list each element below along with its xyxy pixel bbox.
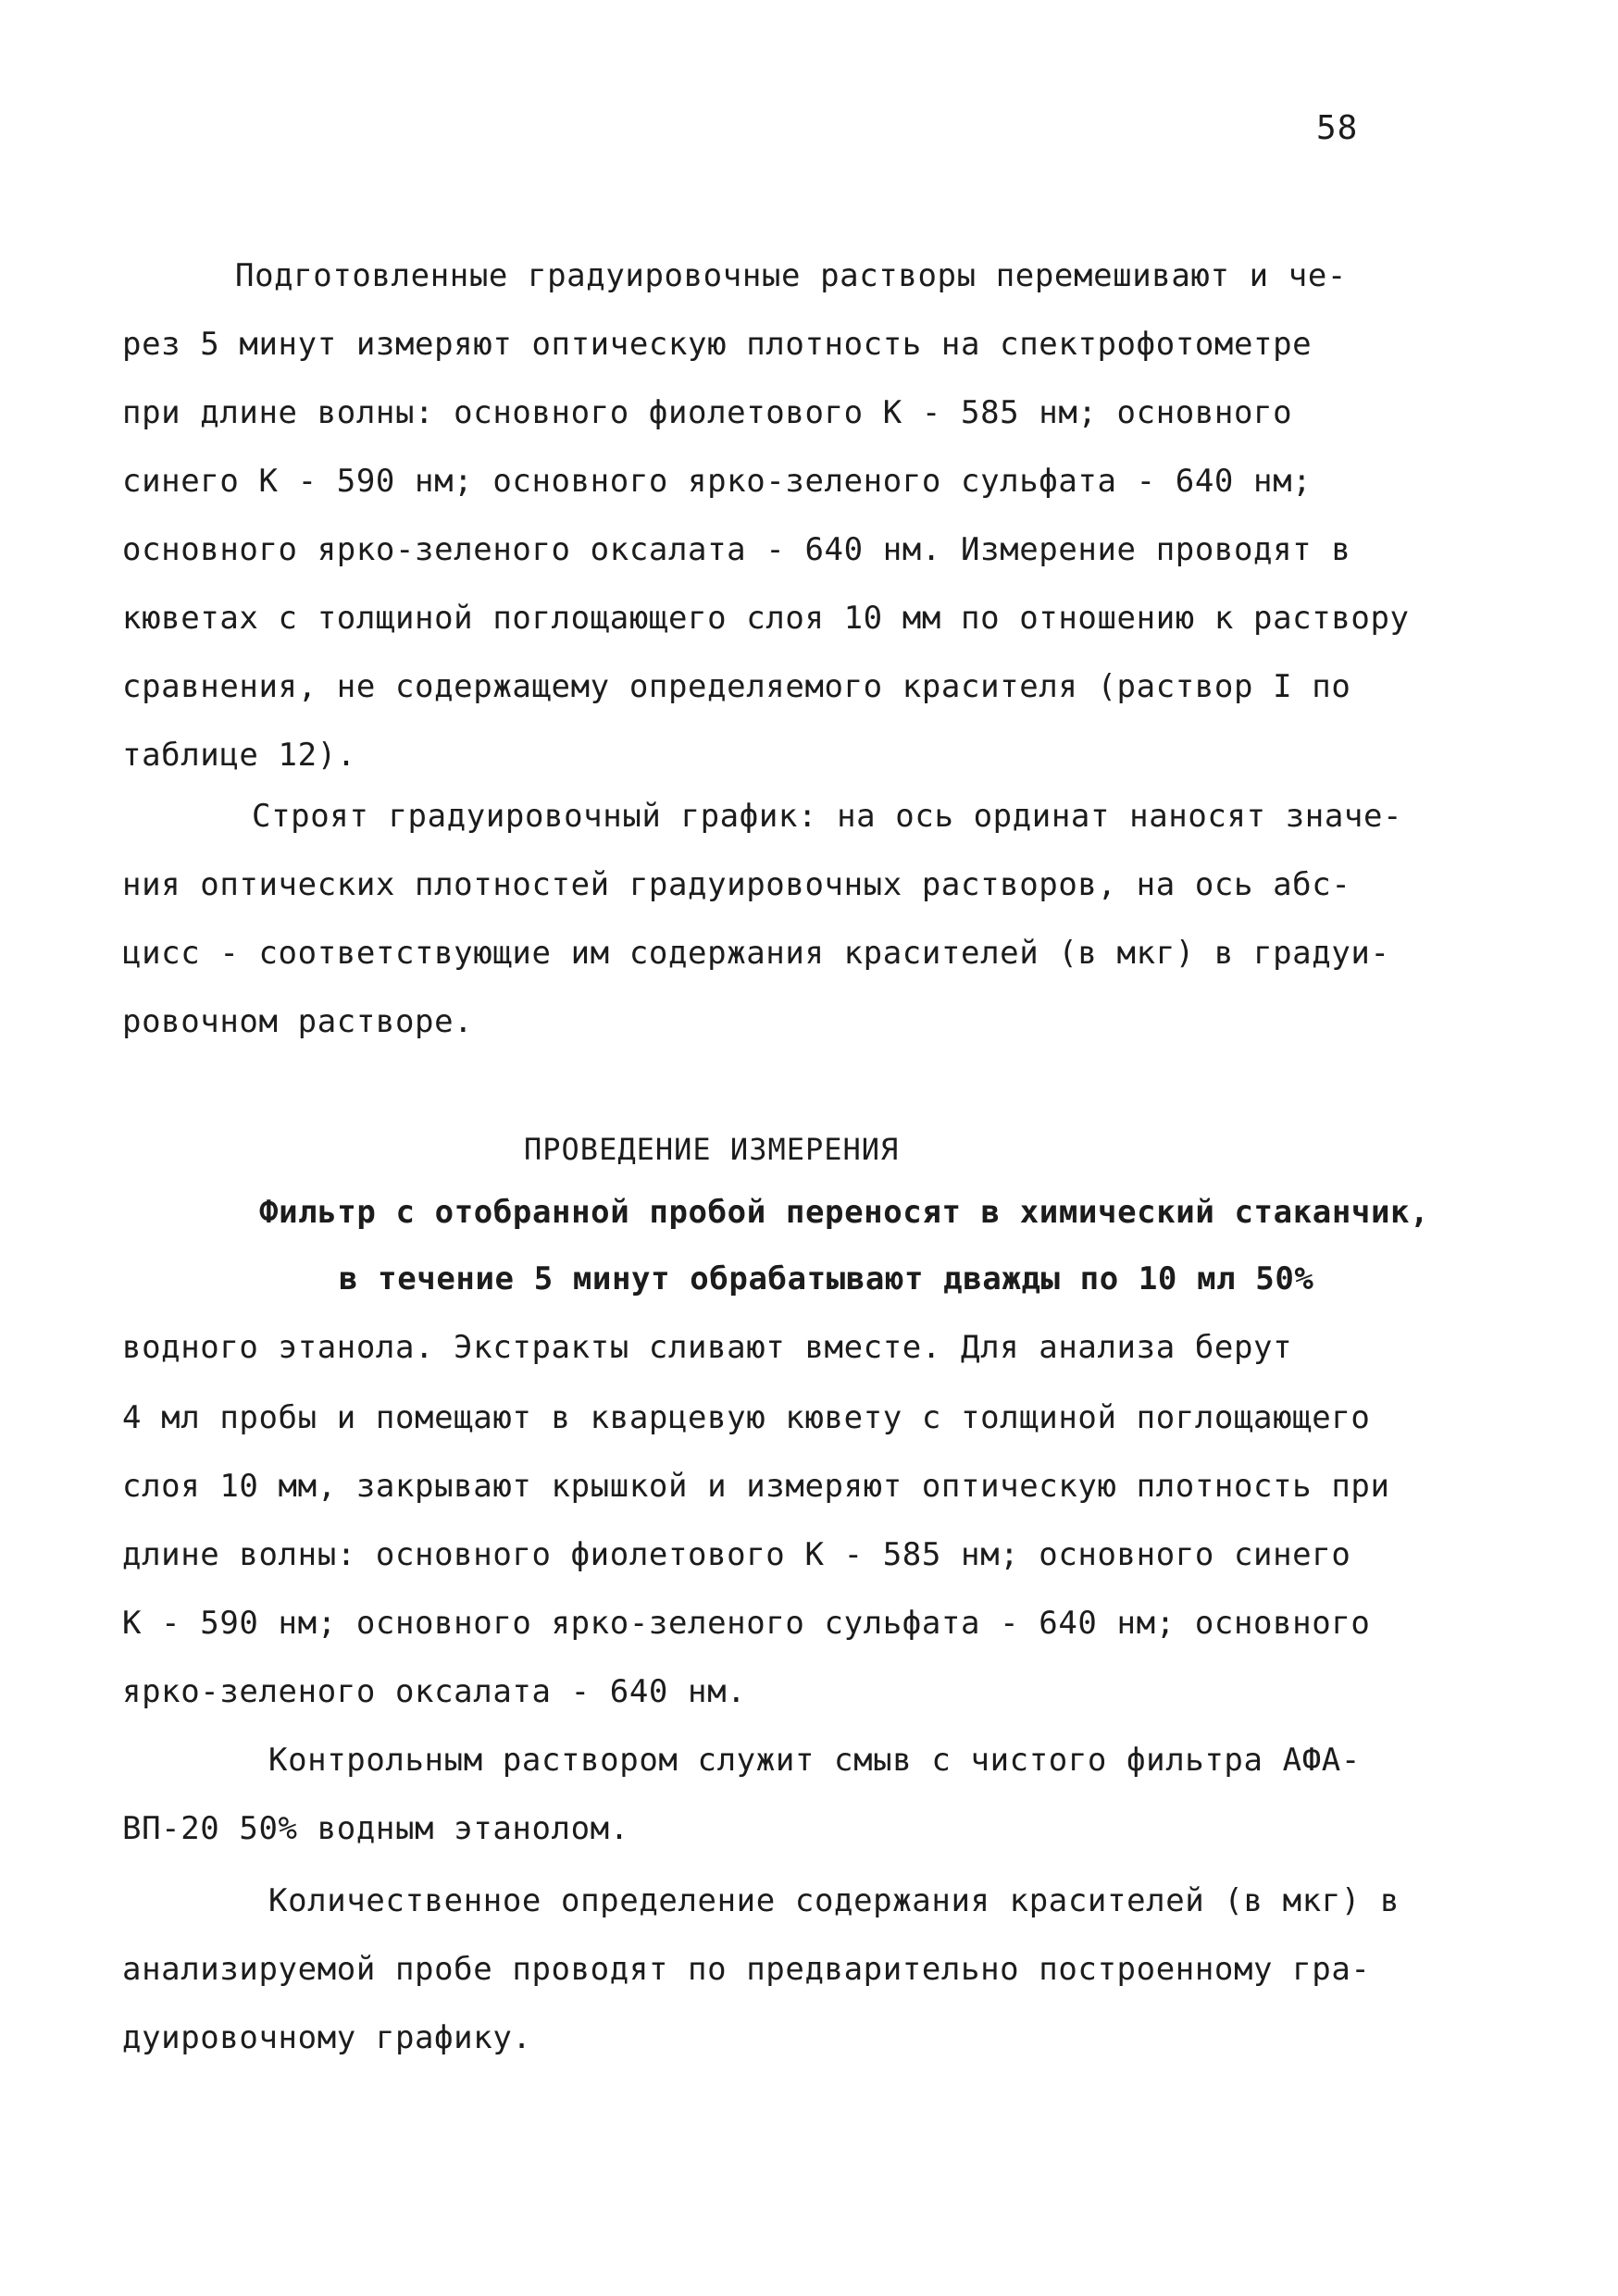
text-line: 4 мл пробы и помещают в кварцевую кювету с толщиной поглощающего	[122, 1399, 1371, 1436]
text-line: основного ярко-зеленого оксалата - 640 нм. Измерение проводят в	[122, 531, 1351, 568]
text-line: Количественное определение содержания красителей (в мкг) в	[268, 1882, 1400, 1919]
text-line: дуировочному графику.	[122, 2019, 532, 2056]
text-line: Контрольным раствором служит смыв с чистого фильтра АФА-	[268, 1742, 1361, 1779]
text-line: при длине волны: основного фиолетового К - 585 нм; основного	[122, 394, 1293, 431]
text-line: слоя 10 мм, закрывают крышкой и измеряют оптическую плотность при	[122, 1468, 1390, 1505]
text-line: ярко-зеленого оксалата - 640 нм.	[122, 1673, 747, 1710]
text-line: цисс - соответствующие им содержания красителей (в мкг) в градуи-	[122, 935, 1390, 972]
text-line: таблице 12).	[122, 737, 356, 774]
text-line: Строят градуировочный график: на ось ординат наносят значе-	[252, 798, 1403, 835]
text-line: анализируемой пробе проводят по предварительно построенному гра-	[122, 1951, 1371, 1988]
text-line: сравнения, не содержащему определяемого красителя (раствор I по	[122, 668, 1351, 705]
text-line: синего К - 590 нм; основного ярко-зеленого сульфата - 640 нм;	[122, 463, 1313, 500]
section-heading: ПРОВЕДЕНИЕ ИЗМЕРЕНИЯ	[524, 1132, 900, 1167]
text-line: длине волны: основного фиолетового К - 585 нм; основного синего	[122, 1536, 1351, 1573]
text-line: Фильтр с отобранной пробой переносят в химический стаканчик,	[259, 1194, 1430, 1231]
text-line: в течение 5 минут обрабатывают дважды по 10 мл 50%	[339, 1260, 1314, 1297]
text-line: ВП-20 50% водным этанолом.	[122, 1810, 629, 1847]
text-line: Подготовленные градуировочные растворы перемешивают и че-	[235, 257, 1347, 294]
text-line: К - 590 нм; основного ярко-зеленого сульфата - 640 нм; основного	[122, 1605, 1371, 1642]
text-line: кюветах с толщиной поглощающего слоя 10 мм по отношению к раствору	[122, 600, 1410, 637]
text-line: ровочном растворе.	[122, 1003, 474, 1040]
text-line: рез 5 минут измеряют оптическую плотность на спектрофотометре	[122, 326, 1313, 363]
text-line: водного этанола. Экстракты сливают вместе. Для анализа берут	[122, 1329, 1293, 1366]
page-number: 58	[1316, 109, 1359, 147]
text-line: ния оптических плотностей градуировочных растворов, на ось абс-	[122, 866, 1351, 903]
